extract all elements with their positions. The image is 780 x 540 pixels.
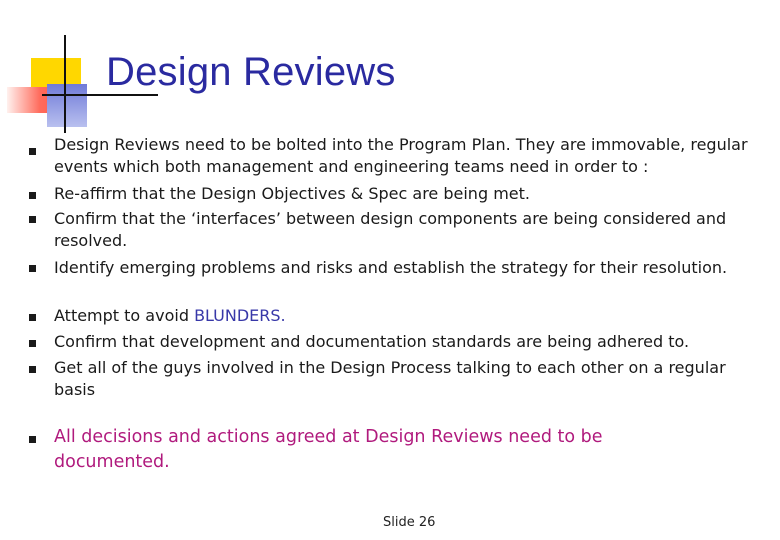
- bullet-6-text: Confirm that development and documentation standards are being adhered to.: [54, 332, 690, 351]
- bullet-marker: [29, 216, 36, 223]
- bullet-marker: [29, 192, 36, 199]
- bullet-marker: [29, 265, 36, 272]
- bullet-marker: [29, 436, 36, 443]
- bullet-1-text: Design Reviews need to be bolted into the Program Plan. They are immovable, regular events which both management and engineering teams need in order to :: [54, 135, 748, 176]
- decor-blue-square: [47, 84, 87, 127]
- bullet-marker: [29, 366, 36, 373]
- bullet-4-text: Identify emerging problems and risks and establish the strategy for their resolution.: [54, 258, 728, 277]
- bullet-7-text: Get all of the guys involved in the Design Process talking to each other on a regular basis: [54, 358, 726, 399]
- bullet-5-text-plain: Attempt to avoid: [54, 306, 195, 325]
- bullet-2-text: Re-affirm that the Design Objectives & Spec are being met.: [54, 184, 530, 203]
- slide-title: Design Reviews: [106, 50, 396, 94]
- bullet-5-text: [54, 305, 754, 327]
- blunders-highlight: BLUNDERS.: [194, 306, 286, 325]
- bullet-marker: [29, 314, 36, 321]
- bullet-3-text: Confirm that the ‘interfaces’ between design components are being considered and resolved.: [54, 209, 727, 250]
- bullet-marker: [29, 148, 36, 155]
- slide-number: Slide 26: [383, 515, 436, 530]
- bullet-marker: [29, 340, 36, 347]
- decor-vertical-line: [64, 35, 66, 133]
- bullet-8-text: All decisions and actions agreed at Design Reviews need to be documented.: [54, 427, 603, 472]
